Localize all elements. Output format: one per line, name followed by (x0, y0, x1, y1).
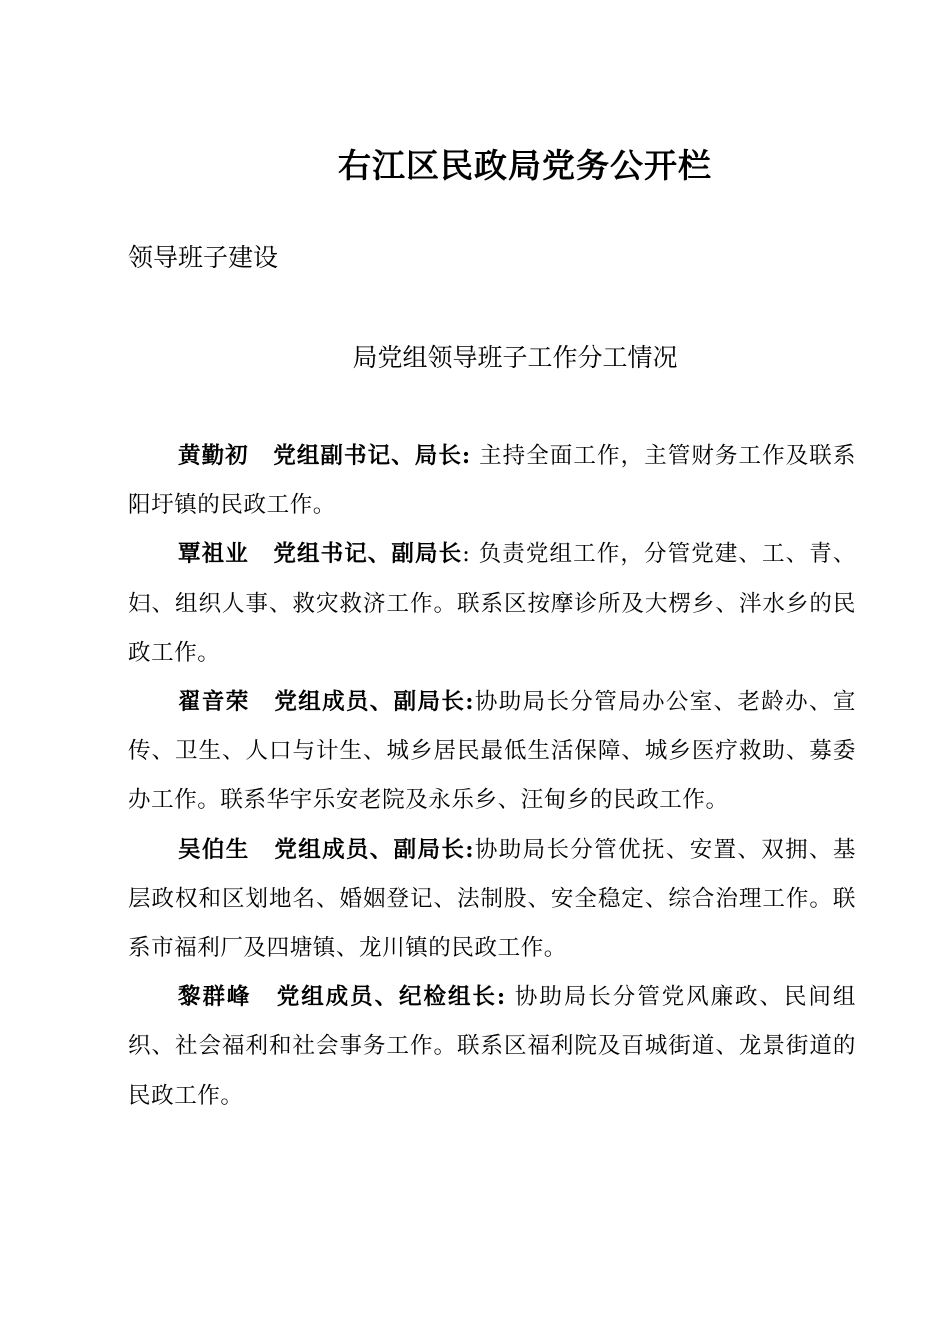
duty-text: : 负责党组工作，分管党建、工、青、妇、组织人事、救灾救济工作。联系区按摩诊所及大楞乡、泮水乡的民政工作。 (128, 541, 856, 666)
leader-name: 吴伯生 (178, 836, 250, 863)
section-heading: 领导班子建设 (128, 243, 279, 272)
duty-text: 协助局长分管优抚、安置、双拥、基层政权和区划地名、婚姻登记、法制股、安全稳定、综合治理工作。联系市福利厂及四塘镇、龙川镇的民政工作。 (128, 836, 856, 962)
duty-paragraph (128, 826, 856, 974)
duty-paragraph (128, 973, 856, 1121)
sub-title: 局党组领导班子工作分工情况 (352, 343, 678, 372)
leader-role: 党组书记、副局长 (272, 541, 463, 568)
duty-text: 协助局长分管局办公室、老龄办、宣传、卫生、人口与计生、城乡居民最低生活保障、城乡医疗救助、募委办工作。联系华宇乐安老院及永乐乡、汪甸乡的民政工作。 (128, 689, 856, 814)
leader-role: 党组成员、纪检组长: (275, 984, 506, 1011)
leader-role: 党组副书记、局长: (272, 443, 471, 469)
leader-name: 黄勤初 (178, 443, 249, 469)
document-title: 右江区民政局党务公开栏 (338, 146, 712, 185)
leader-role: 党组成员、副局长: (273, 836, 475, 863)
duty-paragraph (128, 678, 856, 826)
duty-paragraph (128, 432, 856, 530)
leader-role: 党组成员、副局长: (273, 689, 475, 716)
leader-name: 覃祖业 (178, 541, 249, 568)
duty-paragraph (128, 530, 856, 678)
leader-name: 翟音荣 (178, 689, 250, 716)
duty-text: 协助局长分管党风廉政、民间组织、社会福利和社会事务工作。联系区福利院及百城街道、龙景街道的民政工作。 (128, 984, 856, 1109)
duty-list (128, 432, 856, 1121)
duty-text: 主持全面工作，主管财务工作及联系阳圩镇的民政工作。 (128, 443, 856, 519)
leader-name: 黎群峰 (178, 984, 252, 1011)
